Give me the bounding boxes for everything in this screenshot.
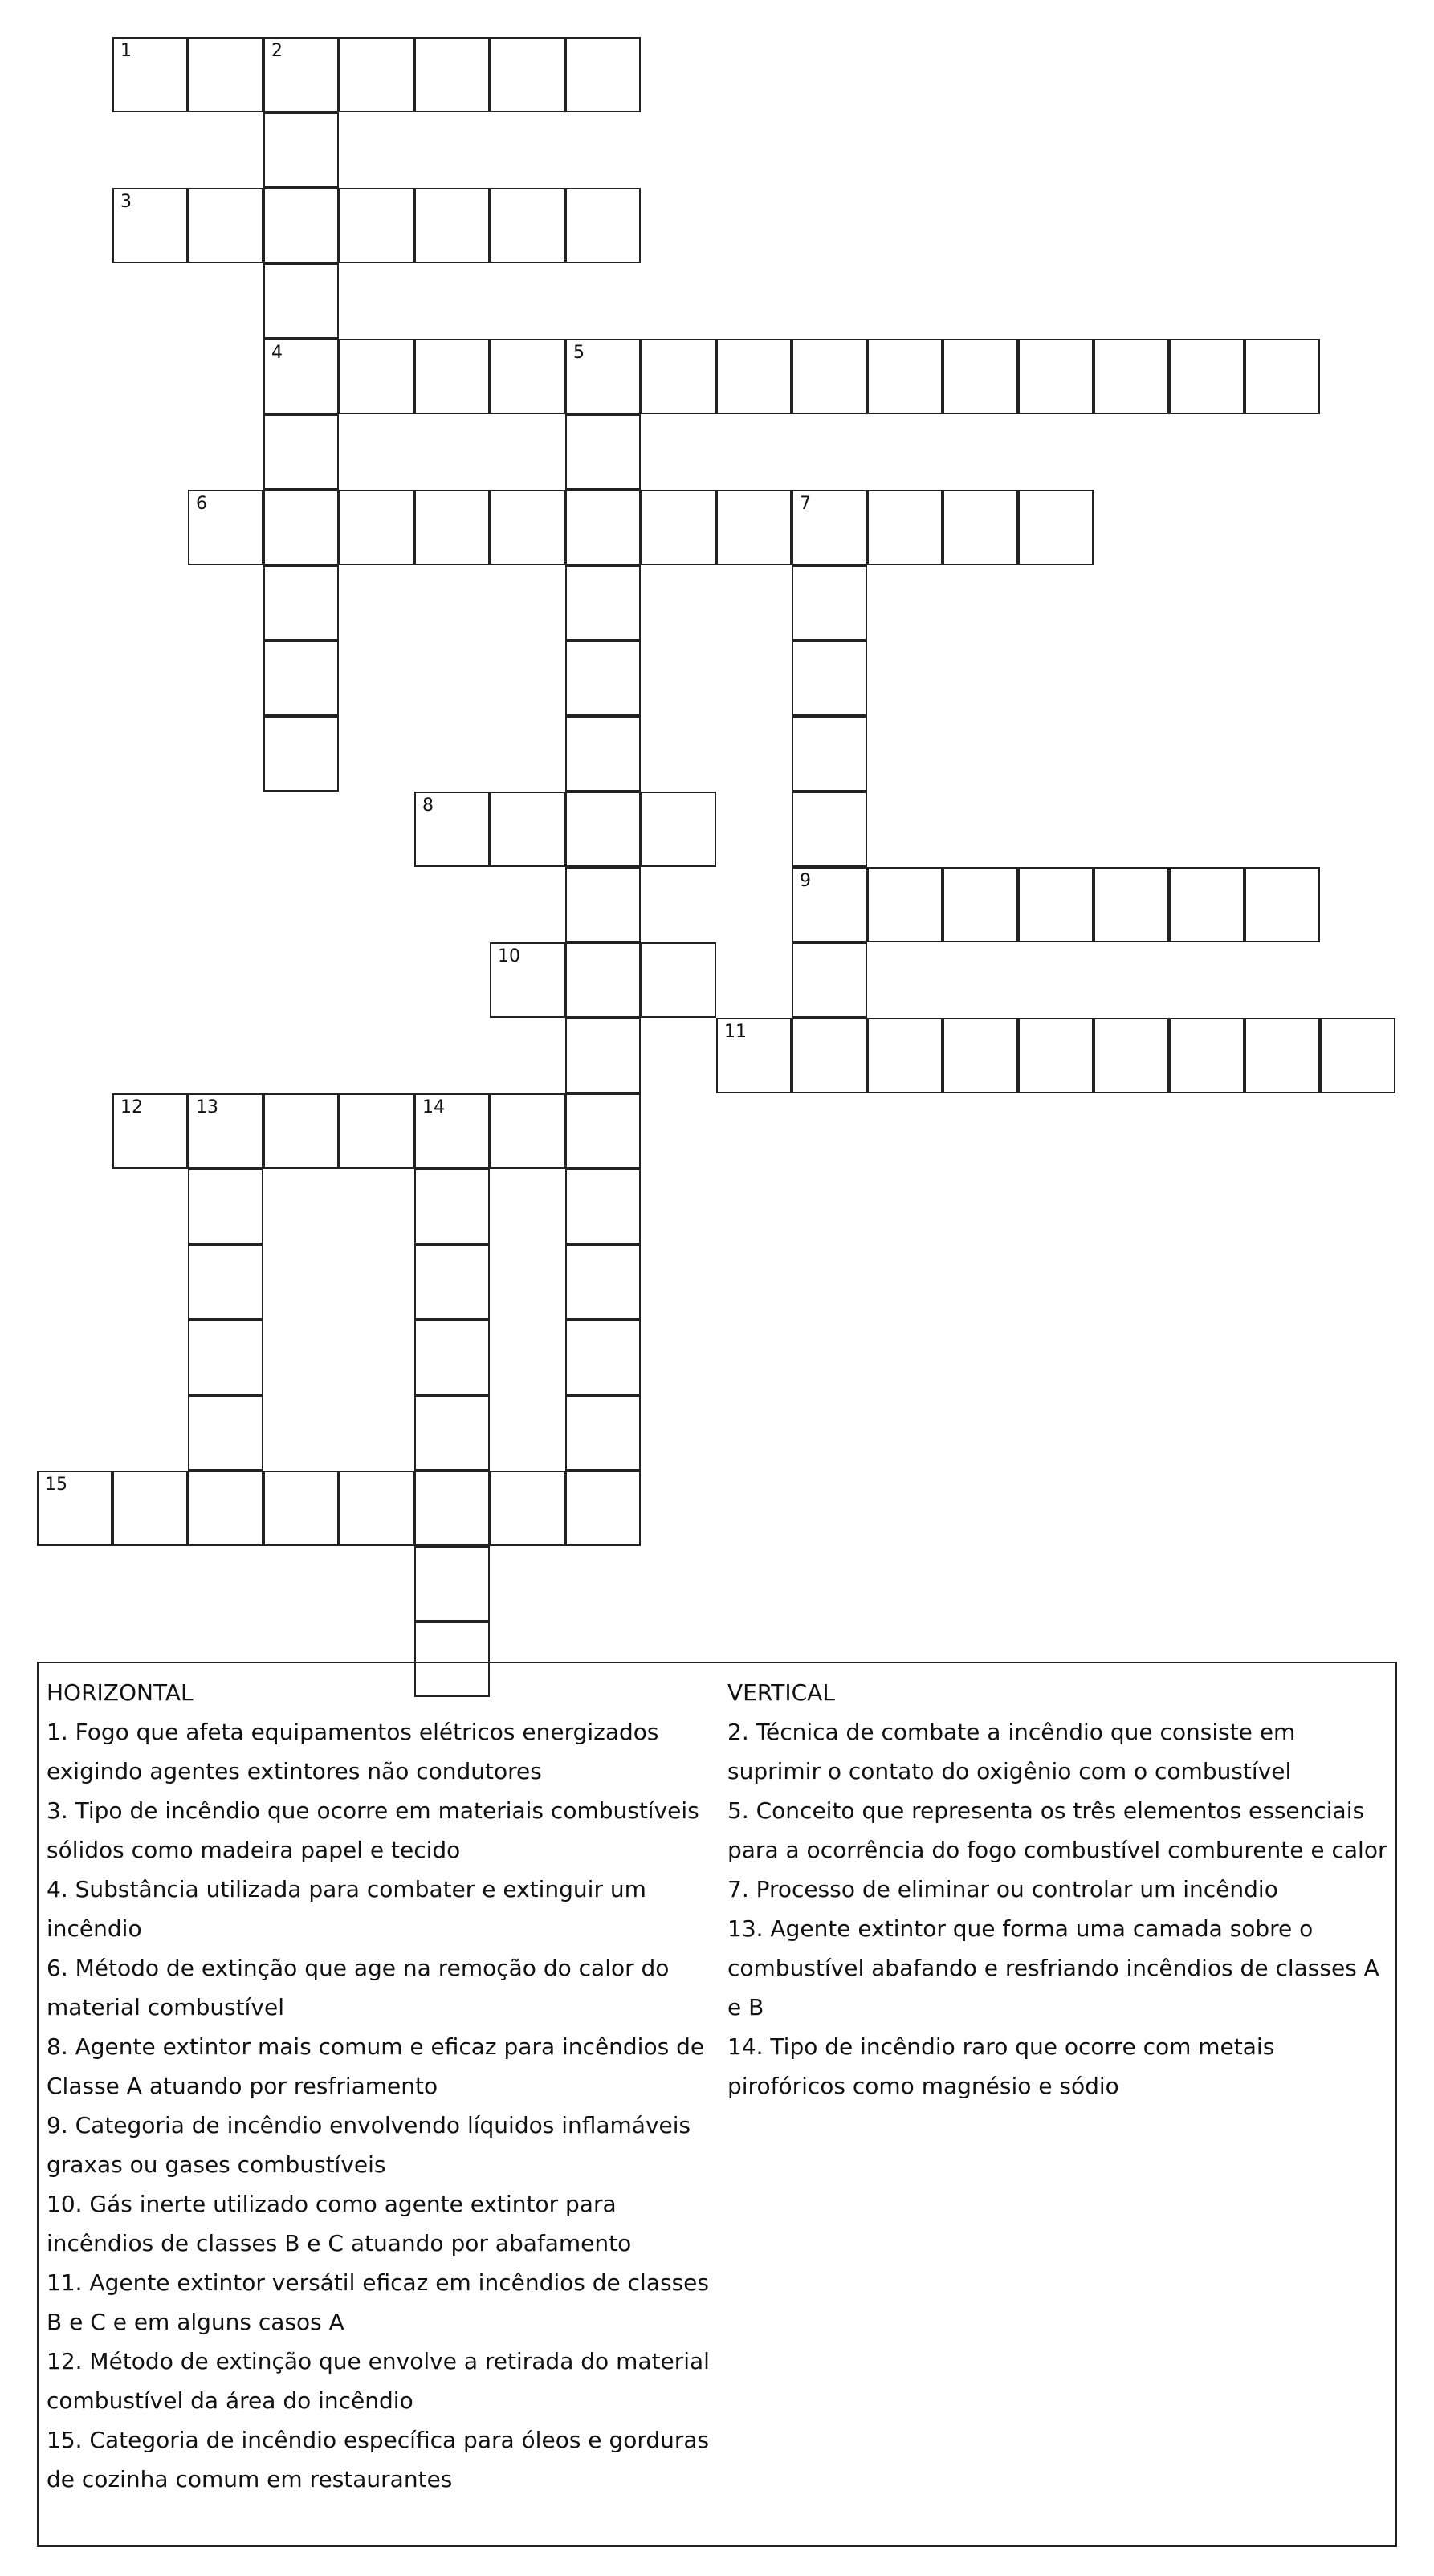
grid-cell[interactable] [188, 1244, 263, 1320]
grid-cell[interactable] [565, 641, 641, 716]
grid-cell[interactable] [490, 37, 565, 112]
grid-cell[interactable] [1245, 1018, 1320, 1093]
grid-cell[interactable] [188, 37, 263, 112]
clue-across-4: 4. Substância utilizada para combater e extinguir um incêndio [47, 1876, 646, 1942]
grid-cell[interactable] [565, 490, 641, 565]
grid-cell[interactable] [792, 339, 867, 414]
clue-number: 9 [800, 871, 811, 891]
grid-cell[interactable] [565, 716, 641, 792]
grid-cell[interactable] [792, 792, 867, 867]
grid-cell[interactable] [565, 1169, 641, 1244]
grid-cell[interactable] [414, 1169, 490, 1244]
grid-cell[interactable] [716, 1018, 792, 1093]
grid-cell[interactable] [490, 942, 565, 1018]
grid-cell[interactable] [263, 1471, 339, 1546]
grid-cell[interactable] [188, 188, 263, 263]
grid-cell[interactable] [641, 792, 716, 867]
grid-cell[interactable] [1169, 867, 1245, 942]
clue-across-3: 3. Tipo de incêndio que ocorre em materiais combustíveis sólidos como madeira papel e tecido [47, 1797, 699, 1863]
clue-across-9: 9. Categoria de incêndio envolvendo líquidos inflamáveis graxas ou gases combustíveis [47, 2112, 691, 2178]
grid-cell[interactable] [263, 716, 339, 792]
grid-cell[interactable] [716, 490, 792, 565]
grid-cell[interactable] [188, 490, 263, 565]
grid-cell[interactable] [339, 37, 414, 112]
vertical-title: VERTICAL [727, 1679, 835, 1706]
grid-cell[interactable] [414, 1093, 490, 1169]
grid-cell[interactable] [565, 339, 641, 414]
grid-cell[interactable] [1094, 339, 1169, 414]
clue-down-14: 14. Tipo de incêndio raro que ocorre com metais pirofóricos como magnésio e sódio [727, 2033, 1275, 2099]
clue-number: 15 [45, 1475, 67, 1495]
grid-cell[interactable] [414, 37, 490, 112]
clue-down-5: 5. Conceito que representa os três elementos essenciais para a ocorrência do fogo combustível comburente e calor [727, 1797, 1387, 1863]
grid-cell[interactable] [37, 1471, 112, 1546]
grid-cell[interactable] [490, 339, 565, 414]
grid-cell[interactable] [565, 37, 641, 112]
grid-cell[interactable] [867, 867, 943, 942]
clue-number: 7 [800, 494, 811, 514]
grid-cell[interactable] [792, 490, 867, 565]
grid-cell[interactable] [414, 188, 490, 263]
grid-cell[interactable] [641, 490, 716, 565]
grid-cell[interactable] [263, 37, 339, 112]
grid-cell[interactable] [565, 942, 641, 1018]
clue-across-10: 10. Gás inerte utilizado como agente extintor para incêndios de classes B e C atuando por abafamento [47, 2191, 632, 2257]
grid-cell[interactable] [263, 565, 339, 641]
grid-cell[interactable] [943, 339, 1018, 414]
grid-cell[interactable] [414, 1471, 490, 1546]
grid-cell[interactable] [867, 1018, 943, 1093]
grid-cell[interactable] [716, 339, 792, 414]
grid-cell[interactable] [792, 942, 867, 1018]
clue-across-11: 11. Agente extintor versátil eficaz em incêndios de classes B e C e em alguns casos A [47, 2269, 709, 2335]
grid-cell[interactable] [1320, 1018, 1395, 1093]
grid-cell[interactable] [1018, 867, 1094, 942]
grid-cell[interactable] [641, 339, 716, 414]
grid-cell[interactable] [188, 1093, 263, 1169]
grid-cell[interactable] [565, 188, 641, 263]
grid-cell[interactable] [112, 1471, 188, 1546]
grid-cell[interactable] [339, 339, 414, 414]
grid-cell[interactable] [490, 1093, 565, 1169]
clue-number: 14 [422, 1097, 445, 1117]
clue-number: 4 [271, 343, 283, 363]
grid-cell[interactable] [565, 792, 641, 867]
grid-cell[interactable] [792, 641, 867, 716]
grid-cell[interactable] [263, 1093, 339, 1169]
grid-cell[interactable] [263, 490, 339, 565]
grid-cell[interactable] [414, 490, 490, 565]
grid-cell[interactable] [792, 867, 867, 942]
grid-cell[interactable] [414, 1546, 490, 1622]
clue-across-8: 8. Agente extintor mais comum e eficaz para incêndios de Classe A atuando por resfriamento [47, 2033, 705, 2099]
grid-cell[interactable] [565, 414, 641, 490]
clue-across-1: 1. Fogo que afeta equipamentos elétricos energizados exigindo agentes extintores não condutores [47, 1719, 659, 1784]
grid-cell[interactable] [112, 37, 188, 112]
grid-cell[interactable] [188, 1471, 263, 1546]
grid-cell[interactable] [263, 339, 339, 414]
grid-cell[interactable] [792, 1018, 867, 1093]
grid-cell[interactable] [792, 565, 867, 641]
grid-cell[interactable] [414, 1320, 490, 1395]
clue-number: 8 [422, 796, 434, 816]
grid-cell[interactable] [943, 1018, 1018, 1093]
clue-number: 1 [120, 41, 132, 61]
grid-cell[interactable] [339, 188, 414, 263]
grid-cell[interactable] [112, 188, 188, 263]
clue-across-6: 6. Método de extinção que age na remoção do calor do material combustível [47, 1955, 670, 2021]
clue-across-15: 15. Categoria de incêndio específica para óleos e gorduras de cozinha comum em restaurantes [47, 2427, 710, 2493]
grid-cell[interactable] [565, 867, 641, 942]
clue-number: 6 [196, 494, 207, 514]
grid-cell[interactable] [490, 792, 565, 867]
clue-down-2: 2. Técnica de combate a incêndio que consiste em suprimir o contato do oxigênio com o combustível [727, 1719, 1296, 1784]
clue-number: 3 [120, 192, 132, 212]
clue-number: 13 [196, 1097, 218, 1117]
horizontal-clues [47, 1673, 713, 2499]
clue-number: 12 [120, 1097, 143, 1117]
grid-cell[interactable] [414, 339, 490, 414]
grid-cell[interactable] [1169, 339, 1245, 414]
grid-cell[interactable] [1245, 867, 1320, 942]
grid-cell[interactable] [490, 188, 565, 263]
grid-cell[interactable] [565, 1320, 641, 1395]
clue-down-13: 13. Agente extintor que forma uma camada sobre o combustível abafando e resfriando incêndios de classes A e B [727, 1915, 1379, 2021]
grid-cell[interactable] [414, 1244, 490, 1320]
clue-number: 10 [498, 946, 520, 967]
grid-cell[interactable] [1018, 490, 1094, 565]
grid-cell[interactable] [792, 716, 867, 792]
grid-cell[interactable] [339, 1093, 414, 1169]
clues-box [37, 1662, 1397, 2547]
grid-cell[interactable] [414, 792, 490, 867]
grid-cell[interactable] [263, 414, 339, 490]
grid-cell[interactable] [263, 641, 339, 716]
grid-cell[interactable] [188, 1320, 263, 1395]
grid-cell[interactable] [565, 1018, 641, 1093]
clue-across-12: 12. Método de extinção que envolve a retirada do material combustível da área do incêndio [47, 2348, 710, 2414]
grid-cell[interactable] [565, 1093, 641, 1169]
grid-cell[interactable] [943, 867, 1018, 942]
grid-cell[interactable] [339, 1471, 414, 1546]
grid-cell[interactable] [263, 112, 339, 188]
vertical-clues [727, 1673, 1394, 2106]
grid-cell[interactable] [339, 490, 414, 565]
grid-cell[interactable] [1018, 1018, 1094, 1093]
grid-cell[interactable] [1245, 339, 1320, 414]
grid-cell[interactable] [565, 1471, 641, 1546]
grid-cell[interactable] [641, 942, 716, 1018]
grid-cell[interactable] [1094, 1018, 1169, 1093]
grid-cell[interactable] [565, 1395, 641, 1471]
grid-cell[interactable] [1018, 339, 1094, 414]
grid-cell[interactable] [263, 188, 339, 263]
grid-cell[interactable] [188, 1169, 263, 1244]
grid-cell[interactable] [414, 1395, 490, 1471]
grid-cell[interactable] [565, 1244, 641, 1320]
grid-cell[interactable] [1169, 1018, 1245, 1093]
grid-cell[interactable] [490, 1471, 565, 1546]
horizontal-title: HORIZONTAL [47, 1679, 194, 1706]
grid-cell[interactable] [188, 1395, 263, 1471]
clue-down-7: 7. Processo de eliminar ou controlar um incêndio [727, 1876, 1278, 1902]
clue-number: 5 [573, 343, 585, 363]
grid-cell[interactable] [1094, 867, 1169, 942]
clue-number: 11 [724, 1022, 747, 1042]
grid-cell[interactable] [112, 1093, 188, 1169]
grid-cell[interactable] [490, 490, 565, 565]
grid-cell[interactable] [867, 490, 943, 565]
grid-cell[interactable] [867, 339, 943, 414]
grid-cell[interactable] [263, 263, 339, 339]
clue-number: 2 [271, 41, 283, 61]
grid-cell[interactable] [565, 565, 641, 641]
grid-cell[interactable] [943, 490, 1018, 565]
